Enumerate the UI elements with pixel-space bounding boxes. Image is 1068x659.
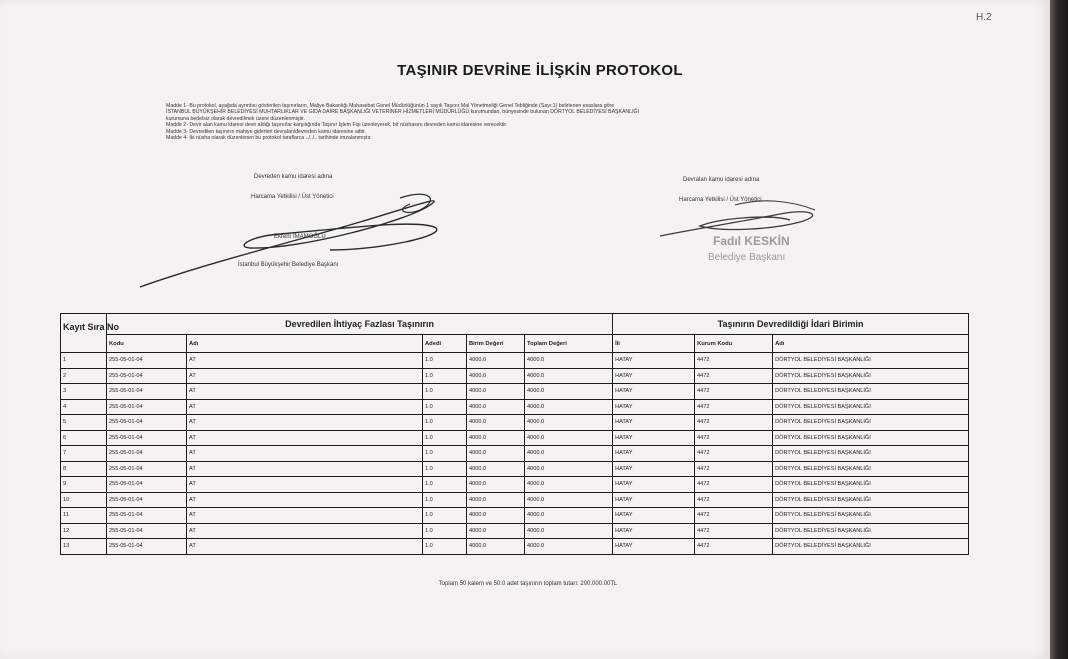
total-summary: Toplam 50 kalem ve 50.0 adet taşınırın toplam tutarı: 200.000.00TL (438, 581, 618, 587)
table-cell: 4000.0 (525, 477, 613, 493)
column-header: Kurum Kodu (695, 335, 773, 353)
table-cell: DÖRTYOL BELEDİYESİ BAŞKANLIĞI (773, 430, 969, 446)
table-cell: 4000.0 (467, 399, 525, 415)
table-cell: 4000.0 (467, 430, 525, 446)
table-cell: 4000.0 (525, 523, 613, 539)
table-cell: HATAY (613, 353, 695, 369)
table-cell: 4000.0 (467, 477, 525, 493)
table-cell: 255-05-01-04 (107, 430, 187, 446)
row-no-header: Kayıt Sıra No (61, 314, 107, 353)
table-cell: AT (187, 461, 423, 477)
table-cell: 4 (61, 399, 107, 415)
table-cell: HATAY (613, 368, 695, 384)
table-row (61, 368, 969, 384)
table-cell: 4000.0 (467, 415, 525, 431)
table-cell: 4000.0 (525, 399, 613, 415)
clause-line: Madde 1- Bu protokol, aşağıda ayrıntısı gösterilen taşınırların, Maliye Bakanlığı Muhasebat Genel Müdürlüğünün 1 sayılı Taşınır Mal Yönetmeliği Genel Tebliğinde (Sayı:1) belirlenen esaslara göre (166, 103, 615, 109)
table-cell: 1.0 (423, 492, 467, 508)
table-row (61, 508, 969, 524)
table-cell: AT (187, 399, 423, 415)
table-cell: AT (187, 384, 423, 400)
table-cell: DÖRTYOL BELEDİYESİ BAŞKANLIĞI (773, 508, 969, 524)
table-row (61, 384, 969, 400)
table-cell: DÖRTYOL BELEDİYESİ BAŞKANLIĞI (773, 477, 969, 493)
clause-line: Madde 4- İki nüsha olarak düzenlenen bu protokol taraflarca ../../.. tarihinde imzalanmıştır. (166, 135, 372, 142)
table-cell: 1.0 (423, 508, 467, 524)
table-cell: 255-05-01-04 (107, 353, 187, 369)
table-cell: AT (187, 477, 423, 493)
left-signature-loop (400, 194, 430, 212)
table-cell: DÖRTYOL BELEDİYESİ BAŞKANLIĞI (773, 399, 969, 415)
table-cell: 4000.0 (467, 384, 525, 400)
left-name: Ekrem İMAMOĞLU (274, 234, 326, 240)
table-cell: 1.0 (423, 523, 467, 539)
left-group-header: Devredilen İhtiyaç Fazlası Taşınırın (107, 314, 613, 335)
page-title: TAŞINIR DEVRİNE İLİŞKİN PROTOKOL (397, 62, 683, 79)
clause-line: İSTANBUL BÜYÜKŞEHİR BELEDİYESİ MUHTARLIKLAR VE GIDA DAİRE BAŞKANLIĞI VETERİNER HİZMETLERİ MÜDÜRLÜĞÜ kurumundan, bünyesinde bulunan DÖRTYOL BELEDİYESİ BAŞKANLIĞI (166, 109, 639, 116)
column-header: İli (613, 335, 695, 353)
table-cell: 4000.0 (467, 523, 525, 539)
table-cell: 1.0 (423, 539, 467, 555)
table-cell: 255-05-01-04 (107, 415, 187, 431)
left-signature-stroke (140, 201, 437, 287)
table-cell: 255-05-01-04 (107, 399, 187, 415)
table-cell: 4472 (695, 523, 773, 539)
clause-line: Madde 2- Devir alan kamu idaresi devir aldığı taşınırlar karşılığında Taşınır İşlem Fişi üzenleyerek, bir nüshasını devreden kamu idaresine verecektir. (166, 122, 508, 129)
clause-line: Madde 3- Devredilen taşınırın mahiye giderleri devralan/devreden kamu idaresine aittir. (166, 128, 366, 135)
table-cell: 1.0 (423, 399, 467, 415)
table-cell: 255-05-01-04 (107, 539, 187, 555)
table-cell: HATAY (613, 508, 695, 524)
table-cell: 1.0 (423, 353, 467, 369)
table-row (61, 430, 969, 446)
column-header: Adı (773, 335, 969, 353)
table-cell: 4472 (695, 508, 773, 524)
page-edge-shadow (1050, 0, 1068, 659)
table-cell: AT (187, 415, 423, 431)
table-cell: 1.0 (423, 415, 467, 431)
table-row (61, 477, 969, 493)
stamp-title: Belediye Başkanı (708, 252, 786, 263)
table-cell: HATAY (613, 384, 695, 400)
table-cell: DÖRTYOL BELEDİYESİ BAŞKANLIĞI (773, 415, 969, 431)
table-cell: HATAY (613, 523, 695, 539)
table-cell: AT (187, 508, 423, 524)
right-heading: Devralan kamu idaresi adına (683, 177, 760, 183)
left-role: Harcama Yetkilisi / Üst Yönetici (251, 194, 334, 200)
table-cell: 4000.0 (467, 508, 525, 524)
table-row (61, 415, 969, 431)
table-cell: 1.0 (423, 430, 467, 446)
table-cell: 4472 (695, 430, 773, 446)
table-cell: DÖRTYOL BELEDİYESİ BAŞKANLIĞI (773, 353, 969, 369)
table-cell: 1.0 (423, 446, 467, 462)
table-cell: 4000.0 (525, 539, 613, 555)
table-cell: 4472 (695, 492, 773, 508)
table-cell: HATAY (613, 492, 695, 508)
table-cell: AT (187, 539, 423, 555)
table-cell: 1.0 (423, 368, 467, 384)
table-cell: 5 (61, 415, 107, 431)
left-heading: Devreden kamu idaresi adına (254, 174, 333, 180)
table-cell: HATAY (613, 446, 695, 462)
table-cell: HATAY (613, 399, 695, 415)
table-cell: 2 (61, 368, 107, 384)
right-role: Harcama Yetkilisi / Üst Yönetici (679, 197, 762, 203)
corner-mark: H.2 (976, 12, 992, 23)
table-cell: 10 (61, 492, 107, 508)
table-cell: 4000.0 (525, 415, 613, 431)
table-cell: 4000.0 (467, 539, 525, 555)
table-cell: 4472 (695, 384, 773, 400)
table-cell: 4000.0 (525, 461, 613, 477)
table-cell: 255-05-01-04 (107, 492, 187, 508)
table-cell: AT (187, 353, 423, 369)
table-row (61, 399, 969, 415)
table-cell: 4472 (695, 477, 773, 493)
table-cell: AT (187, 368, 423, 384)
table-cell: DÖRTYOL BELEDİYESİ BAŞKANLIĞI (773, 492, 969, 508)
table-cell: 1.0 (423, 461, 467, 477)
table-cell: 4000.0 (525, 430, 613, 446)
column-header: Toplam Değeri (525, 335, 613, 353)
table-cell: HATAY (613, 461, 695, 477)
table-cell: 7 (61, 446, 107, 462)
table-cell: 3 (61, 384, 107, 400)
stamp-name: Fadıl KESKİN (713, 234, 790, 248)
table-cell: AT (187, 430, 423, 446)
table-cell: 1.0 (423, 384, 467, 400)
table-cell: 255-05-01-04 (107, 368, 187, 384)
table-cell: 4000.0 (467, 353, 525, 369)
table-cell: AT (187, 523, 423, 539)
table-cell: 4472 (695, 353, 773, 369)
left-title: İstanbul Büyükşehir Belediye Başkanı (238, 262, 339, 268)
table-cell: 4000.0 (525, 353, 613, 369)
table-cell: 4472 (695, 415, 773, 431)
table-cell: 11 (61, 508, 107, 524)
table-row (61, 492, 969, 508)
table-row (61, 461, 969, 477)
table-cell: HATAY (613, 415, 695, 431)
table-cell: 255-05-01-04 (107, 477, 187, 493)
table-cell: AT (187, 492, 423, 508)
table-cell: 1 (61, 353, 107, 369)
table-cell: 13 (61, 539, 107, 555)
table-cell: 255-05-01-04 (107, 446, 187, 462)
table-cell: 4000.0 (525, 384, 613, 400)
table-cell: DÖRTYOL BELEDİYESİ BAŞKANLIĞI (773, 523, 969, 539)
column-header: Adı (187, 335, 423, 353)
table-cell: DÖRTYOL BELEDİYESİ BAŞKANLIĞI (773, 461, 969, 477)
table-cell: 4000.0 (525, 446, 613, 462)
table-cell: 255-05-01-04 (107, 384, 187, 400)
table-cell: HATAY (613, 539, 695, 555)
table-cell: 4000.0 (525, 368, 613, 384)
table-row (61, 353, 969, 369)
column-header: Adedi (423, 335, 467, 353)
table-cell: 255-05-01-04 (107, 508, 187, 524)
table-cell: 255-05-01-04 (107, 461, 187, 477)
table-cell: 4000.0 (467, 461, 525, 477)
table-cell: HATAY (613, 477, 695, 493)
table-cell: 4000.0 (467, 446, 525, 462)
table-cell: 4000.0 (525, 508, 613, 524)
table-cell: 4472 (695, 539, 773, 555)
right-signature-stroke (660, 212, 813, 236)
table-cell: 4472 (695, 399, 773, 415)
table-row (61, 523, 969, 539)
table-cell: 8 (61, 461, 107, 477)
right-group-header: Taşınırın Devredildiği İdari Birimin (613, 314, 969, 335)
table-cell: 4472 (695, 446, 773, 462)
column-header: Kodu (107, 335, 187, 353)
table-cell: DÖRTYOL BELEDİYESİ BAŞKANLIĞI (773, 446, 969, 462)
clause-line: kurumuna bedelsiz olarak devredilmek üzere düzenlenmiştir. (166, 115, 305, 122)
table-cell: 4472 (695, 461, 773, 477)
table-cell: 4000.0 (467, 368, 525, 384)
table-cell: 255-05-01-04 (107, 523, 187, 539)
table-cell: HATAY (613, 430, 695, 446)
table-row (61, 446, 969, 462)
transfer-table (60, 313, 969, 555)
table-cell: 6 (61, 430, 107, 446)
table-cell: 1.0 (423, 477, 467, 493)
column-header: Birim Değeri (467, 335, 525, 353)
table-cell: DÖRTYOL BELEDİYESİ BAŞKANLIĞI (773, 539, 969, 555)
table-cell: DÖRTYOL BELEDİYESİ BAŞKANLIĞI (773, 368, 969, 384)
table-cell: AT (187, 446, 423, 462)
table-cell: 4000.0 (525, 492, 613, 508)
table-cell: DÖRTYOL BELEDİYESİ BAŞKANLIĞI (773, 384, 969, 400)
table-cell: 12 (61, 523, 107, 539)
table-cell: 4000.0 (467, 492, 525, 508)
table-cell: 9 (61, 477, 107, 493)
table-row (61, 539, 969, 555)
table-cell: 4472 (695, 368, 773, 384)
